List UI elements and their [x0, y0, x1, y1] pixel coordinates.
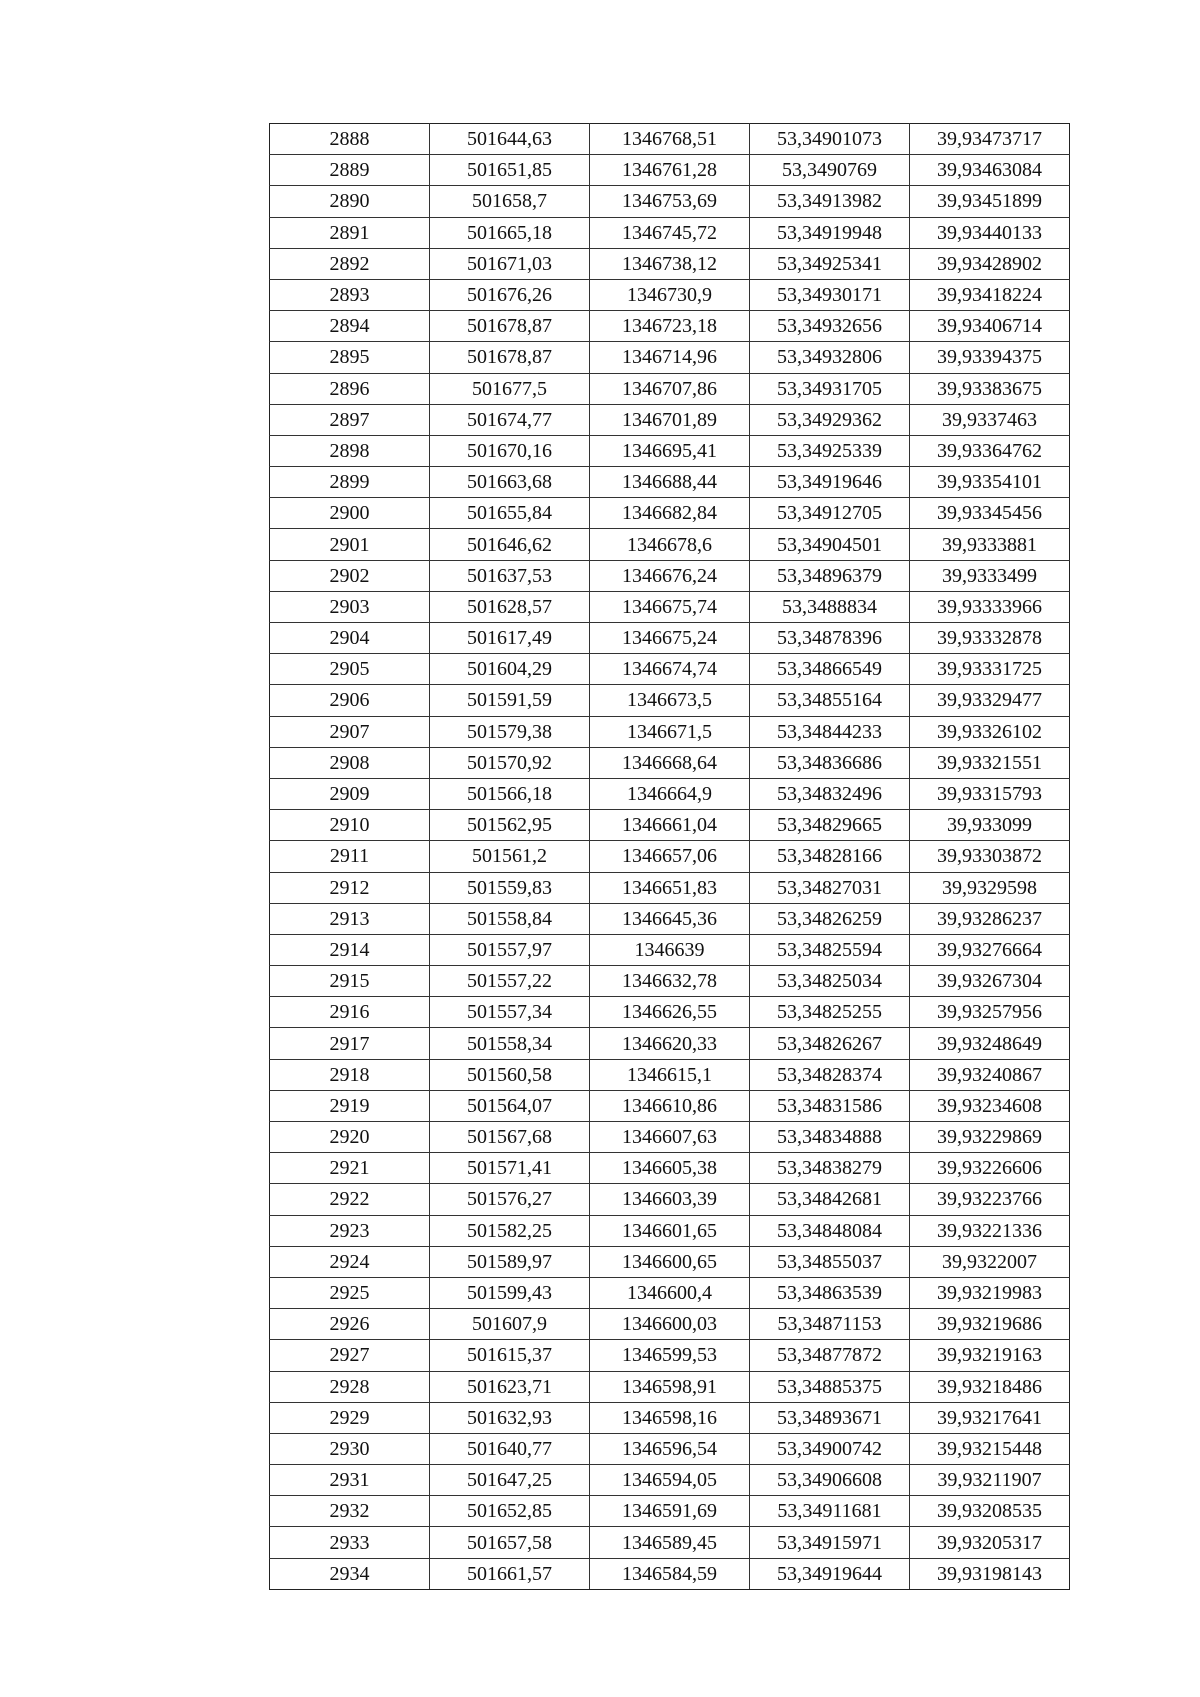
latitude-cell: 53,34893671	[750, 1402, 910, 1433]
latitude-cell: 53,34931705	[750, 373, 910, 404]
table-row	[270, 279, 1070, 310]
y-coordinate-cell: 1346607,63	[590, 1122, 750, 1153]
y-coordinate-cell: 1346601,65	[590, 1215, 750, 1246]
x-coordinate-cell: 501676,26	[430, 279, 590, 310]
longitude-cell: 39,93418224	[910, 279, 1070, 310]
table-row	[270, 685, 1070, 716]
y-coordinate-cell: 1346615,1	[590, 1059, 750, 1090]
point-number-cell: 2924	[270, 1246, 430, 1277]
point-number-cell: 2913	[270, 903, 430, 934]
table-row	[270, 841, 1070, 872]
x-coordinate-cell: 501678,87	[430, 311, 590, 342]
longitude-cell: 39,93286237	[910, 903, 1070, 934]
longitude-cell: 39,93331725	[910, 654, 1070, 685]
point-number-cell: 2923	[270, 1215, 430, 1246]
longitude-cell: 39,93219163	[910, 1340, 1070, 1371]
y-coordinate-cell: 1346620,33	[590, 1028, 750, 1059]
longitude-cell: 39,93463084	[910, 155, 1070, 186]
latitude-cell: 53,34836686	[750, 747, 910, 778]
latitude-cell: 53,3488834	[750, 591, 910, 622]
y-coordinate-cell: 1346707,86	[590, 373, 750, 404]
longitude-cell: 39,9333499	[910, 560, 1070, 591]
latitude-cell: 53,3490769	[750, 155, 910, 186]
point-number-cell: 2898	[270, 435, 430, 466]
y-coordinate-cell: 1346675,74	[590, 591, 750, 622]
y-coordinate-cell: 1346639	[590, 934, 750, 965]
table-row	[270, 934, 1070, 965]
longitude-cell: 39,93219686	[910, 1309, 1070, 1340]
longitude-cell: 39,93321551	[910, 747, 1070, 778]
point-number-cell: 2918	[270, 1059, 430, 1090]
point-number-cell: 2896	[270, 373, 430, 404]
point-number-cell: 2931	[270, 1465, 430, 1496]
y-coordinate-cell: 1346599,53	[590, 1340, 750, 1371]
point-number-cell: 2906	[270, 685, 430, 716]
y-coordinate-cell: 1346678,6	[590, 529, 750, 560]
y-coordinate-cell: 1346598,16	[590, 1402, 750, 1433]
table-row	[270, 1184, 1070, 1215]
x-coordinate-cell: 501561,2	[430, 841, 590, 872]
longitude-cell: 39,93332878	[910, 623, 1070, 654]
table-row	[270, 373, 1070, 404]
y-coordinate-cell: 1346753,69	[590, 186, 750, 217]
x-coordinate-cell: 501564,07	[430, 1090, 590, 1121]
latitude-cell: 53,34906608	[750, 1465, 910, 1496]
table-row	[270, 1277, 1070, 1308]
table-row	[270, 560, 1070, 591]
longitude-cell: 39,93223766	[910, 1184, 1070, 1215]
point-number-cell: 2909	[270, 778, 430, 809]
longitude-cell: 39,93451899	[910, 186, 1070, 217]
longitude-cell: 39,93276664	[910, 934, 1070, 965]
table-row	[270, 1153, 1070, 1184]
latitude-cell: 53,34825255	[750, 997, 910, 1028]
longitude-cell: 39,93394375	[910, 342, 1070, 373]
y-coordinate-cell: 1346675,24	[590, 623, 750, 654]
y-coordinate-cell: 1346673,5	[590, 685, 750, 716]
point-number-cell: 2889	[270, 155, 430, 186]
longitude-cell: 39,93354101	[910, 467, 1070, 498]
latitude-cell: 53,34878396	[750, 623, 910, 654]
y-coordinate-cell: 1346695,41	[590, 435, 750, 466]
latitude-cell: 53,34925341	[750, 248, 910, 279]
x-coordinate-cell: 501570,92	[430, 747, 590, 778]
x-coordinate-cell: 501674,77	[430, 404, 590, 435]
latitude-cell: 53,34913982	[750, 186, 910, 217]
latitude-cell: 53,34831586	[750, 1090, 910, 1121]
point-number-cell: 2897	[270, 404, 430, 435]
x-coordinate-cell: 501632,93	[430, 1402, 590, 1433]
x-coordinate-cell: 501557,22	[430, 966, 590, 997]
latitude-cell: 53,34871153	[750, 1309, 910, 1340]
latitude-cell: 53,34826259	[750, 903, 910, 934]
x-coordinate-cell: 501591,59	[430, 685, 590, 716]
longitude-cell: 39,93440133	[910, 217, 1070, 248]
latitude-cell: 53,34901073	[750, 124, 910, 155]
point-number-cell: 2901	[270, 529, 430, 560]
longitude-cell: 39,93428902	[910, 248, 1070, 279]
latitude-cell: 53,34919646	[750, 467, 910, 498]
table-row	[270, 1340, 1070, 1371]
table-row	[270, 124, 1070, 155]
table-row	[270, 1215, 1070, 1246]
x-coordinate-cell: 501655,84	[430, 498, 590, 529]
latitude-cell: 53,34828166	[750, 841, 910, 872]
latitude-cell: 53,34838279	[750, 1153, 910, 1184]
x-coordinate-cell: 501628,57	[430, 591, 590, 622]
latitude-cell: 53,34919644	[750, 1558, 910, 1589]
latitude-cell: 53,34925339	[750, 435, 910, 466]
x-coordinate-cell: 501652,85	[430, 1496, 590, 1527]
x-coordinate-cell: 501557,34	[430, 997, 590, 1028]
table-row	[270, 623, 1070, 654]
coordinates-table-body	[270, 124, 1070, 1590]
point-number-cell: 2930	[270, 1433, 430, 1464]
table-row	[270, 872, 1070, 903]
table-row	[270, 404, 1070, 435]
table-row	[270, 311, 1070, 342]
point-number-cell: 2920	[270, 1122, 430, 1153]
latitude-cell: 53,34896379	[750, 560, 910, 591]
point-number-cell: 2899	[270, 467, 430, 498]
latitude-cell: 53,34915971	[750, 1527, 910, 1558]
longitude-cell: 39,93333966	[910, 591, 1070, 622]
x-coordinate-cell: 501665,18	[430, 217, 590, 248]
table-row	[270, 1028, 1070, 1059]
table-row	[270, 467, 1070, 498]
table-row	[270, 342, 1070, 373]
table-row	[270, 1433, 1070, 1464]
y-coordinate-cell: 1346600,4	[590, 1277, 750, 1308]
x-coordinate-cell: 501604,29	[430, 654, 590, 685]
coordinates-table	[269, 123, 1070, 1590]
point-number-cell: 2894	[270, 311, 430, 342]
latitude-cell: 53,34919948	[750, 217, 910, 248]
x-coordinate-cell: 501670,16	[430, 435, 590, 466]
point-number-cell: 2925	[270, 1277, 430, 1308]
x-coordinate-cell: 501589,97	[430, 1246, 590, 1277]
table-row	[270, 1496, 1070, 1527]
y-coordinate-cell: 1346676,24	[590, 560, 750, 591]
latitude-cell: 53,34929362	[750, 404, 910, 435]
y-coordinate-cell: 1346600,65	[590, 1246, 750, 1277]
longitude-cell: 39,93198143	[910, 1558, 1070, 1589]
table-row	[270, 591, 1070, 622]
point-number-cell: 2908	[270, 747, 430, 778]
y-coordinate-cell: 1346598,91	[590, 1371, 750, 1402]
longitude-cell: 39,93267304	[910, 966, 1070, 997]
longitude-cell: 39,93329477	[910, 685, 1070, 716]
longitude-cell: 39,9329598	[910, 872, 1070, 903]
table-row	[270, 1371, 1070, 1402]
y-coordinate-cell: 1346661,04	[590, 810, 750, 841]
point-number-cell: 2915	[270, 966, 430, 997]
latitude-cell: 53,34911681	[750, 1496, 910, 1527]
longitude-cell: 39,93205317	[910, 1527, 1070, 1558]
longitude-cell: 39,93257956	[910, 997, 1070, 1028]
point-number-cell: 2917	[270, 1028, 430, 1059]
y-coordinate-cell: 1346603,39	[590, 1184, 750, 1215]
latitude-cell: 53,34885375	[750, 1371, 910, 1402]
x-coordinate-cell: 501571,41	[430, 1153, 590, 1184]
point-number-cell: 2911	[270, 841, 430, 872]
table-row	[270, 810, 1070, 841]
y-coordinate-cell: 1346723,18	[590, 311, 750, 342]
longitude-cell: 39,93219983	[910, 1277, 1070, 1308]
y-coordinate-cell: 1346745,72	[590, 217, 750, 248]
latitude-cell: 53,34866549	[750, 654, 910, 685]
x-coordinate-cell: 501558,34	[430, 1028, 590, 1059]
latitude-cell: 53,34825594	[750, 934, 910, 965]
table-row	[270, 248, 1070, 279]
x-coordinate-cell: 501582,25	[430, 1215, 590, 1246]
table-row	[270, 529, 1070, 560]
point-number-cell: 2891	[270, 217, 430, 248]
point-number-cell: 2934	[270, 1558, 430, 1589]
y-coordinate-cell: 1346714,96	[590, 342, 750, 373]
table-row	[270, 654, 1070, 685]
longitude-cell: 39,93215448	[910, 1433, 1070, 1464]
latitude-cell: 53,34848084	[750, 1215, 910, 1246]
table-row	[270, 1465, 1070, 1496]
point-number-cell: 2932	[270, 1496, 430, 1527]
point-number-cell: 2921	[270, 1153, 430, 1184]
point-number-cell: 2933	[270, 1527, 430, 1558]
point-number-cell: 2926	[270, 1309, 430, 1340]
table-row	[270, 1090, 1070, 1121]
latitude-cell: 53,34932656	[750, 311, 910, 342]
y-coordinate-cell: 1346674,74	[590, 654, 750, 685]
y-coordinate-cell: 1346594,05	[590, 1465, 750, 1496]
table-row	[270, 1527, 1070, 1558]
latitude-cell: 53,34912705	[750, 498, 910, 529]
latitude-cell: 53,34826267	[750, 1028, 910, 1059]
y-coordinate-cell: 1346584,59	[590, 1558, 750, 1589]
point-number-cell: 2922	[270, 1184, 430, 1215]
x-coordinate-cell: 501559,83	[430, 872, 590, 903]
latitude-cell: 53,34904501	[750, 529, 910, 560]
y-coordinate-cell: 1346589,45	[590, 1527, 750, 1558]
latitude-cell: 53,34828374	[750, 1059, 910, 1090]
latitude-cell: 53,34842681	[750, 1184, 910, 1215]
x-coordinate-cell: 501558,84	[430, 903, 590, 934]
point-number-cell: 2929	[270, 1402, 430, 1433]
latitude-cell: 53,34930171	[750, 279, 910, 310]
latitude-cell: 53,34829665	[750, 810, 910, 841]
longitude-cell: 39,93221336	[910, 1215, 1070, 1246]
longitude-cell: 39,9337463	[910, 404, 1070, 435]
x-coordinate-cell: 501617,49	[430, 623, 590, 654]
latitude-cell: 53,34825034	[750, 966, 910, 997]
y-coordinate-cell: 1346591,69	[590, 1496, 750, 1527]
longitude-cell: 39,9322007	[910, 1246, 1070, 1277]
table-row	[270, 1309, 1070, 1340]
point-number-cell: 2890	[270, 186, 430, 217]
y-coordinate-cell: 1346632,78	[590, 966, 750, 997]
longitude-cell: 39,93406714	[910, 311, 1070, 342]
point-number-cell: 2928	[270, 1371, 430, 1402]
y-coordinate-cell: 1346730,9	[590, 279, 750, 310]
longitude-cell: 39,93345456	[910, 498, 1070, 529]
y-coordinate-cell: 1346600,03	[590, 1309, 750, 1340]
y-coordinate-cell: 1346668,64	[590, 747, 750, 778]
table-row	[270, 217, 1070, 248]
table-row	[270, 1059, 1070, 1090]
longitude-cell: 39,93303872	[910, 841, 1070, 872]
x-coordinate-cell: 501663,68	[430, 467, 590, 498]
y-coordinate-cell: 1346605,38	[590, 1153, 750, 1184]
y-coordinate-cell: 1346768,51	[590, 124, 750, 155]
latitude-cell: 53,34855037	[750, 1246, 910, 1277]
point-number-cell: 2910	[270, 810, 430, 841]
table-row	[270, 1122, 1070, 1153]
point-number-cell: 2919	[270, 1090, 430, 1121]
x-coordinate-cell: 501576,27	[430, 1184, 590, 1215]
table-row	[270, 966, 1070, 997]
x-coordinate-cell: 501646,62	[430, 529, 590, 560]
x-coordinate-cell: 501640,77	[430, 1433, 590, 1464]
x-coordinate-cell: 501637,53	[430, 560, 590, 591]
point-number-cell: 2888	[270, 124, 430, 155]
x-coordinate-cell: 501615,37	[430, 1340, 590, 1371]
point-number-cell: 2916	[270, 997, 430, 1028]
table-row	[270, 778, 1070, 809]
x-coordinate-cell: 501657,58	[430, 1527, 590, 1558]
longitude-cell: 39,93218486	[910, 1371, 1070, 1402]
longitude-cell: 39,93229869	[910, 1122, 1070, 1153]
longitude-cell: 39,93326102	[910, 716, 1070, 747]
point-number-cell: 2904	[270, 623, 430, 654]
latitude-cell: 53,34827031	[750, 872, 910, 903]
y-coordinate-cell: 1346596,54	[590, 1433, 750, 1464]
point-number-cell: 2895	[270, 342, 430, 373]
point-number-cell: 2892	[270, 248, 430, 279]
longitude-cell: 39,933099	[910, 810, 1070, 841]
table-row	[270, 747, 1070, 778]
longitude-cell: 39,93240867	[910, 1059, 1070, 1090]
table-row	[270, 1402, 1070, 1433]
latitude-cell: 53,34900742	[750, 1433, 910, 1464]
x-coordinate-cell: 501567,68	[430, 1122, 590, 1153]
x-coordinate-cell: 501661,57	[430, 1558, 590, 1589]
longitude-cell: 39,93248649	[910, 1028, 1070, 1059]
latitude-cell: 53,34877872	[750, 1340, 910, 1371]
point-number-cell: 2927	[270, 1340, 430, 1371]
x-coordinate-cell: 501651,85	[430, 155, 590, 186]
x-coordinate-cell: 501671,03	[430, 248, 590, 279]
latitude-cell: 53,34844233	[750, 716, 910, 747]
x-coordinate-cell: 501658,7	[430, 186, 590, 217]
longitude-cell: 39,93211907	[910, 1465, 1070, 1496]
x-coordinate-cell: 501599,43	[430, 1277, 590, 1308]
latitude-cell: 53,34863539	[750, 1277, 910, 1308]
table-row	[270, 155, 1070, 186]
latitude-cell: 53,34855164	[750, 685, 910, 716]
point-number-cell: 2907	[270, 716, 430, 747]
longitude-cell: 39,93315793	[910, 778, 1070, 809]
y-coordinate-cell: 1346664,9	[590, 778, 750, 809]
table-row	[270, 435, 1070, 466]
y-coordinate-cell: 1346651,83	[590, 872, 750, 903]
x-coordinate-cell: 501677,5	[430, 373, 590, 404]
table-row	[270, 1246, 1070, 1277]
y-coordinate-cell: 1346738,12	[590, 248, 750, 279]
longitude-cell: 39,93208535	[910, 1496, 1070, 1527]
y-coordinate-cell: 1346626,55	[590, 997, 750, 1028]
table-row	[270, 1558, 1070, 1589]
y-coordinate-cell: 1346701,89	[590, 404, 750, 435]
longitude-cell: 39,93364762	[910, 435, 1070, 466]
latitude-cell: 53,34834888	[750, 1122, 910, 1153]
latitude-cell: 53,34832496	[750, 778, 910, 809]
longitude-cell: 39,93383675	[910, 373, 1070, 404]
point-number-cell: 2912	[270, 872, 430, 903]
x-coordinate-cell: 501562,95	[430, 810, 590, 841]
x-coordinate-cell: 501566,18	[430, 778, 590, 809]
y-coordinate-cell: 1346671,5	[590, 716, 750, 747]
point-number-cell: 2902	[270, 560, 430, 591]
x-coordinate-cell: 501644,63	[430, 124, 590, 155]
table-row	[270, 498, 1070, 529]
y-coordinate-cell: 1346761,28	[590, 155, 750, 186]
table-row	[270, 997, 1070, 1028]
y-coordinate-cell: 1346688,44	[590, 467, 750, 498]
table-row	[270, 186, 1070, 217]
y-coordinate-cell: 1346645,36	[590, 903, 750, 934]
x-coordinate-cell: 501647,25	[430, 1465, 590, 1496]
y-coordinate-cell: 1346610,86	[590, 1090, 750, 1121]
longitude-cell: 39,93234608	[910, 1090, 1070, 1121]
longitude-cell: 39,93473717	[910, 124, 1070, 155]
x-coordinate-cell: 501557,97	[430, 934, 590, 965]
point-number-cell: 2900	[270, 498, 430, 529]
point-number-cell: 2914	[270, 934, 430, 965]
x-coordinate-cell: 501607,9	[430, 1309, 590, 1340]
latitude-cell: 53,34932806	[750, 342, 910, 373]
longitude-cell: 39,93226606	[910, 1153, 1070, 1184]
x-coordinate-cell: 501579,38	[430, 716, 590, 747]
longitude-cell: 39,93217641	[910, 1402, 1070, 1433]
point-number-cell: 2905	[270, 654, 430, 685]
x-coordinate-cell: 501678,87	[430, 342, 590, 373]
y-coordinate-cell: 1346682,84	[590, 498, 750, 529]
y-coordinate-cell: 1346657,06	[590, 841, 750, 872]
table-row	[270, 716, 1070, 747]
x-coordinate-cell: 501623,71	[430, 1371, 590, 1402]
x-coordinate-cell: 501560,58	[430, 1059, 590, 1090]
longitude-cell: 39,9333881	[910, 529, 1070, 560]
point-number-cell: 2903	[270, 591, 430, 622]
point-number-cell: 2893	[270, 279, 430, 310]
table-row	[270, 903, 1070, 934]
